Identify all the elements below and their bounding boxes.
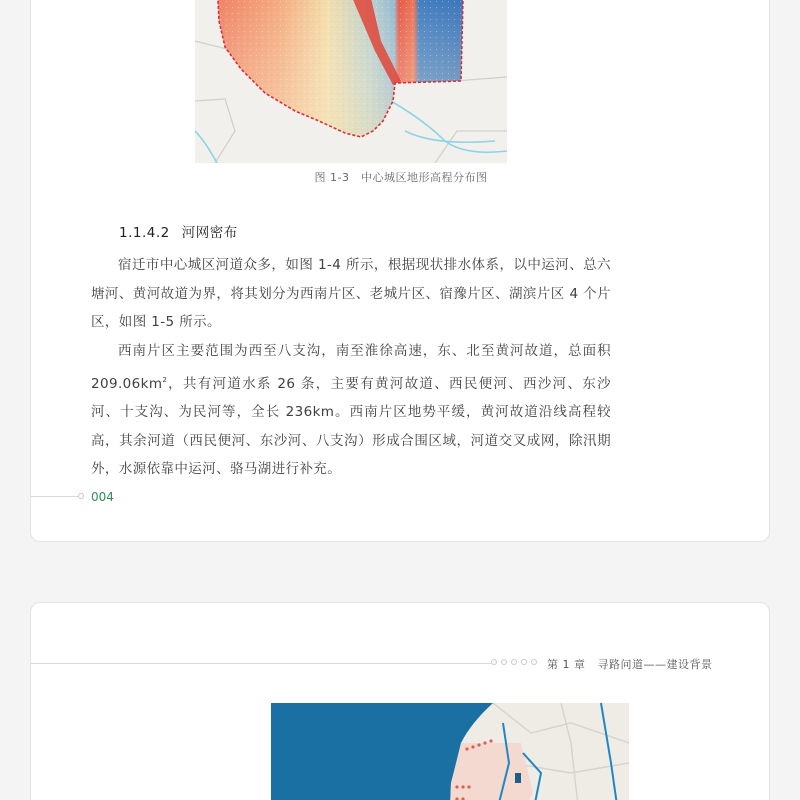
chapter-header-dots [491,659,537,665]
elevation-map-figure [195,0,507,163]
dot [501,659,507,665]
superscript-2: 2 [162,375,168,384]
paragraph-2-part-2: ，共有河道水系 26 条，主要有黄河故道、西民便河、西沙河、东沙河、十支沟、为民河等，全长 236km。西南片区地势平缓，黄河故道沿线高程较高，其余河道（西民便河、东沙河、八支沟）形成合围区域，河道交叉成网，除汛期外，水源依靠中运河、骆马湖进行补充。 [91,375,611,478]
river-network-map-figure [271,703,629,800]
dot [491,659,497,665]
figure-caption: 图 1-3 中心城区地形高程分布图 [314,171,488,184]
chapter-number: 第 1 章 [547,658,586,671]
section-heading [119,221,238,241]
page-card-1 [30,0,770,542]
page-card-2 [30,602,770,800]
dot [521,659,527,665]
dot [511,659,517,665]
dot [531,659,537,665]
page-number-rule [31,496,79,497]
paragraph-2 [91,337,611,484]
chapter-header-rule [31,663,491,664]
page-number: 004 [91,490,114,504]
page-number-dot [78,493,84,499]
paragraph-2-part-1: 西南片区主要范围为西至八支沟，南至淮徐高速，东、北至黄河故道，总面积 209.06km [91,343,611,392]
chapter-title: 寻路问道——建设背景 [597,658,713,671]
chapter-header [547,656,713,672]
section-title: 河网密布 [181,225,238,241]
paragraph-1: 宿迁市中心城区河道众多，如图 1-4 所示，根据现状排水体系，以中运河、总六塘河、黄河故道为界，将其划分为西南片区、老城片区、宿豫片区、湖滨片区 4 个片区，如图 1-5 所示。 [91,257,611,331]
section-number: 1.1.4.2 [119,225,170,241]
